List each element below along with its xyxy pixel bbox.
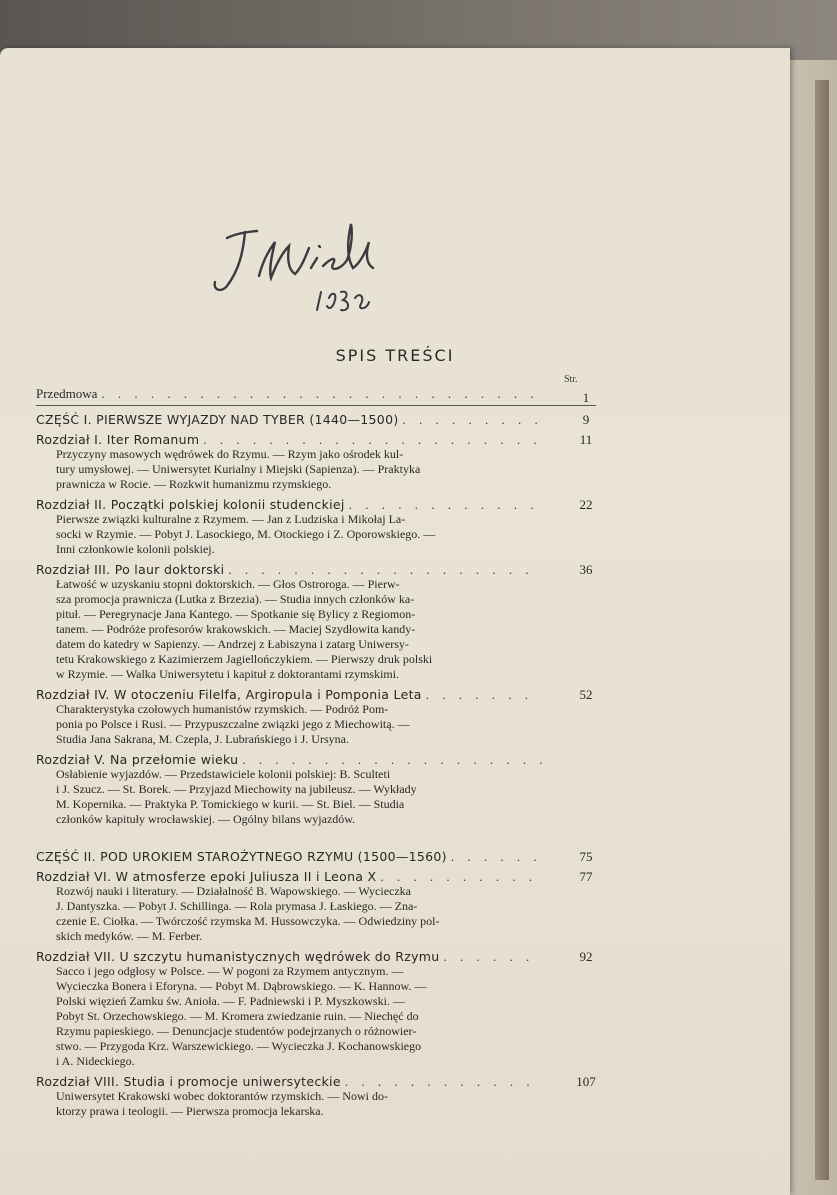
summary-line: datem do katedry w Sapienzy. — Andrzej z Łabiszyna i zatarg Uniwersy-	[56, 637, 409, 651]
chapter-summary	[36, 577, 596, 682]
dot-leader	[203, 432, 542, 447]
part-page: 75	[579, 849, 593, 864]
book-page	[0, 48, 790, 1195]
summary-line: w Rzymie. — Walka Uniwersytetu i kapituł z doktorantami rzymskimi.	[56, 667, 400, 681]
summary-line: Wycieczka Bonera i Eforyna. — Pobyt M. Dąbrowskiego. — K. Hannow. —	[56, 979, 427, 993]
dot-leader	[443, 949, 542, 964]
chapter-page: 36	[579, 562, 593, 577]
part-page: 9	[582, 412, 590, 427]
chapter-title: Rozdział V. Na przełomie wieku	[36, 752, 239, 767]
summary-line: stwo. — Przygoda Krz. Warszewickiego. — Wycieczka J. Kochanowskiego	[56, 1039, 422, 1053]
summary-line: Sacco i jego odgłosy w Polsce. — W pogoni za Rzymem antycznym. —	[56, 964, 404, 978]
summary-line: socki w Rzymie. — Pobyt J. Lasockiego, M. Otockiego i Z. Oporowskiego. —	[56, 527, 436, 541]
summary-line: tanem. — Podróże profesorów krakowskich. — Maciej Szydłowita kandy-	[56, 622, 416, 636]
dot-leader	[349, 497, 542, 512]
toc-chapter	[36, 687, 596, 747]
summary-line: ponia po Polsce i Rusi. — Przypuszczalne związki jego z Miechowitą. —	[56, 717, 410, 731]
summary-line: Pobyt St. Orzechowskiego. — M. Kromera zwiedzanie ruin. — Niechęć do	[56, 1009, 419, 1023]
chapter-title: Rozdział VI. W atmosferze epoki Juliusza II i Leona X	[36, 869, 377, 884]
dot-leader	[345, 1074, 542, 1089]
chapter-page: 11	[579, 432, 593, 447]
summary-line: pituł. — Peregrynacje Jana Kantego. — Spotkanie się Bylicy z Regiomon-	[56, 607, 416, 621]
divider	[36, 405, 596, 406]
page-title: SPIS TREŚCI	[335, 346, 455, 365]
summary-line: członków kapituły wrocławskiej. — Ogólny bilans wyjazdów.	[56, 812, 356, 826]
summary-line: J. Dantyszka. — Pobyt J. Schillinga. — Rola prymasa J. Łaskiego. — Zna-	[56, 899, 418, 913]
preface-page: 1	[582, 390, 590, 405]
summary-line: Pierwsze związki kulturalne z Rzymem. — Jan z Ludziska i Mikołaj La-	[56, 512, 406, 526]
chapter-summary	[36, 884, 596, 944]
toc-chapter	[36, 497, 596, 557]
summary-line: Rozwój nauki i literatury. — Działalność B. Wapowskiego. — Wycieczka	[56, 884, 411, 898]
summary-line: Inni członkowie kolonii polskiej.	[56, 542, 215, 556]
dot-leader	[451, 849, 542, 864]
table-of-contents	[36, 376, 596, 1119]
summary-line: Polski więzień Zamku św. Anioła. — F. Padniewski i P. Myszkowski. —	[56, 994, 405, 1008]
dot-leader	[380, 869, 542, 884]
chapter-page: 92	[579, 949, 593, 964]
summary-line: i A. Nideckiego.	[56, 1054, 135, 1068]
chapter-page: 52	[579, 687, 593, 702]
toc-part-1	[36, 412, 596, 427]
chapter-title: Rozdział VIII. Studia i promocje uniwersyteckie	[36, 1074, 341, 1089]
summary-line: Łatwość w uzyskaniu stopni doktorskich. — Głos Ostroroga. — Pierw-	[56, 577, 400, 591]
summary-line: M. Kopernika. — Praktyka P. Tomickiego w kurii. — St. Biel. — Studia	[56, 797, 405, 811]
summary-line: prawnicza w Rocie. — Rozkwit humanizmu rzymskiego.	[56, 477, 332, 491]
summary-line: sza promocja prawnicza (Lutka z Brzezia). — Studia innych członków ka-	[56, 592, 415, 606]
summary-line: ktorzy prawa i teologii. — Pierwsza promocja lekarska.	[56, 1104, 324, 1118]
part-title: CZĘŚĆ I. PIERWSZE WYJAZDY NAD TYBER (1440—1500)	[36, 412, 399, 427]
dot-leader	[403, 412, 543, 427]
toc-part-2	[36, 849, 596, 864]
dot-leader	[101, 386, 542, 401]
chapter-summary	[36, 512, 596, 557]
summary-line: Studia Jana Sakrana, M. Czepla, J. Lubrańskiego i J. Ursyna.	[56, 732, 349, 746]
chapter-page: 22	[579, 497, 593, 512]
summary-line: czenie E. Ciołka. — Twórczość rzymska M. Hussowczyka. — Odwiedziny pol-	[56, 914, 440, 928]
toc-entry-preface	[36, 386, 596, 405]
page-column-label: Str.	[564, 374, 578, 385]
chapter-page: 107	[576, 1074, 596, 1089]
part-title: CZĘŚĆ II. POD UROKIEM STAROŻYTNEGO RZYMU (1500—1560)	[36, 849, 447, 864]
chapter-summary	[36, 702, 596, 747]
toc-chapter	[36, 562, 596, 682]
chapter-page: 77	[579, 869, 593, 884]
summary-line: Uniwersytet Krakowski wobec doktorantów rzymskich. — Nowi do-	[56, 1089, 388, 1103]
chapter-summary	[36, 447, 596, 492]
preface-label: Przedmowa	[36, 386, 98, 401]
summary-line: tetu Krakowskiego z Kazimierzem Jagiellończykiem. — Pierwszy druk polski	[56, 652, 433, 666]
toc-chapter	[36, 432, 596, 492]
toc-chapter	[36, 869, 596, 944]
toc-chapter	[36, 1074, 596, 1119]
summary-line: skich medyków. — M. Ferber.	[56, 929, 203, 943]
summary-line: Rzymu papieskiego. — Denuncjacje studentów podejrzanych o różnowier-	[56, 1024, 417, 1038]
toc-chapter	[36, 949, 596, 1069]
summary-line: i J. Szucz. — St. Borek. — Przyjazd Miechowity na jubileusz. — Wykłady	[56, 782, 417, 796]
chapter-summary	[36, 964, 596, 1069]
toc-chapter	[36, 752, 596, 827]
chapter-title: Rozdział IV. W otoczeniu Filelfa, Argiropula i Pomponia Leta	[36, 687, 422, 702]
chapter-summary	[36, 1089, 596, 1119]
dot-leader	[228, 562, 542, 577]
chapter-title: Rozdział I. Iter Romanum	[36, 432, 200, 447]
summary-line: Przyczyny masowych wędrówek do Rzymu. — Rzym jako ośrodek kul-	[56, 447, 404, 461]
chapter-title: Rozdział II. Początki polskiej kolonii studenckiej	[36, 497, 345, 512]
chapter-title: Rozdział VII. U szczytu humanistycznych wędrówek do Rzymu	[36, 949, 440, 964]
summary-line: Charakterystyka czołowych humanistów rzymskich. — Podróż Pom-	[56, 702, 389, 716]
summary-line: Osłabienie wyjazdów. — Przedstawiciele kolonii polskiej: B. Sculteti	[56, 767, 391, 781]
dot-leader	[242, 752, 542, 767]
chapter-summary	[36, 767, 596, 827]
handwritten-signature	[205, 198, 405, 328]
dot-leader	[426, 687, 542, 702]
summary-line: tury umysłowej. — Uniwersytet Kurialny i Miejski (Sapienza). — Praktyka	[56, 462, 421, 476]
chapter-title: Rozdział III. Po laur doktorski	[36, 562, 225, 577]
